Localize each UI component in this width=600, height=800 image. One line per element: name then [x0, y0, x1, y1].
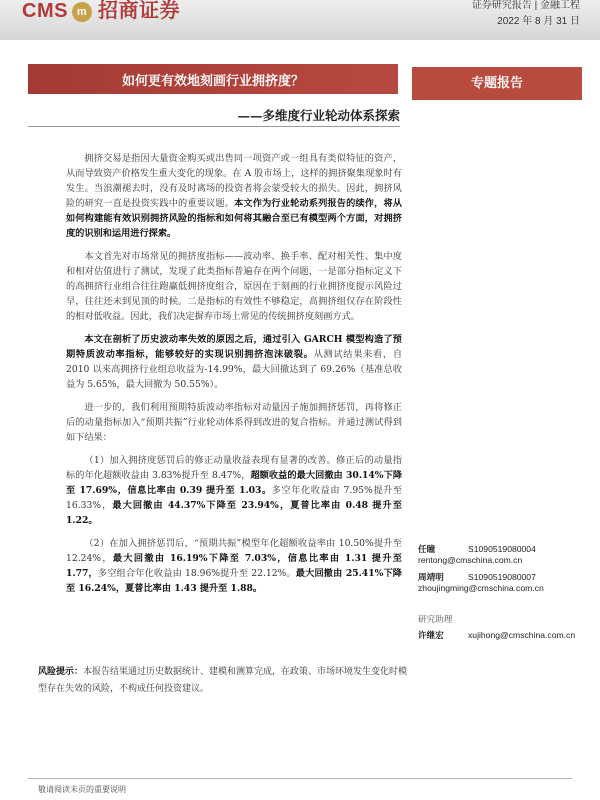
page-header — [0, 0, 600, 40]
footer-note: 敬请阅读末页的重要说明 — [38, 785, 126, 794]
author-1-email[interactable]: rentong@cmschina.com.cn — [418, 555, 523, 565]
report-date: 2022 年 8 月 31 日 — [497, 16, 580, 27]
paragraph-6-d: 最大回撤由 25.41%下降至 16.24%，夏普比率由 1.43 提升至 1.88。 — [66, 568, 402, 594]
paragraph-4: 进一步的，我们利用预期特质波动率指标对动量因子施加拥挤惩罚，再将修正后的动量指标加入“预期共振”行业轮动体系得到改进的复合指标。并通过测试得到如下结果： — [66, 402, 402, 443]
assistant-name: 许继宏 — [418, 630, 444, 640]
paragraph-3-text: 从测试结果来看，自 2010 以来高拥挤行业组总收益为-14.99%，最大回撤达到了 69.26%（基准总收益为 5.65%，最大回撤为 50.55%）。 — [66, 349, 403, 390]
paragraph-1-bold: 本文作为行业轮动系列报告的续作，将从如何构建能有效识别拥挤风险的指标和如何将其融合至已有模型两个方面，对拥挤度的识别和运用进行探索。 — [66, 198, 403, 239]
paragraph-6-b: 最大回撤由 16.19%下降至 7.03%，信息比率由 1.31 提升至 1.77， — [66, 553, 402, 579]
report-subtitle: ——多维度行业轮动体系探索 — [237, 108, 400, 123]
footer-divider — [28, 778, 572, 779]
paragraph-5-d: 最大回撤由 44.37%下降至 23.94%，夏普比率由 0.48 提升至 1.22。 — [66, 500, 402, 526]
paragraph-5-a: （1）加入拥挤度惩罚后的修正动量收益表现有显著的改善。修正后的动量指标的年化超额收益由 3.83%提升至 8.47%， — [66, 455, 402, 481]
paragraph-3 — [66, 332, 402, 392]
paragraph-5 — [66, 453, 402, 528]
author-2-email[interactable]: zhoujingming@cmschina.com.cn — [418, 583, 544, 593]
paragraph-5-b: 超额收益的最大回撤由 30.14%下降至 17.69%，信息比率由 0.39 提升至 1.03。 — [66, 470, 403, 496]
assistant-email[interactable]: xujihong@cmschina.com.cn — [468, 630, 576, 640]
risk-label: 风险提示： — [38, 667, 84, 677]
author-2-name: 周靖明 — [418, 572, 444, 582]
side-banner — [412, 67, 582, 100]
author-2-id: S1090519080007 — [468, 572, 536, 582]
author-2 — [418, 571, 588, 593]
paragraph-6 — [66, 536, 402, 596]
report-title: 如何更有效地刻画行业拥挤度？ — [121, 74, 304, 89]
risk-text: 本报告结果通过历史数据统计、建模和测算完成，在政策、市场环境发生变化时模型存在失效的风险，不构成任何投资建议。 — [38, 667, 408, 694]
paragraph-5-c: 多空年化收益由 7.95%提升至 16.33%， — [66, 485, 403, 511]
paragraph-1 — [66, 151, 402, 241]
assistant-label: 研究助理 — [418, 614, 453, 624]
logo-text: CMS — [22, 0, 68, 22]
report-type: 证券研究报告 | 金融工程 — [471, 0, 580, 11]
paragraph-2: 本文首先对市场常见的拥挤度指标——波动率、换手率、配对相关性、集中度和相对估值进行了测试，发现了此类指标普遍存在两个问题，一是部分指标定义下的高拥挤行业组合往往跑赢低拥挤度组合，原因在于刻画的行业拥挤度提示风险过早，往往还未到见顶的时候。二是指标的有效性不够稳定，高拥挤组仅存在阶段性的相对低收益。因此，我们决定摒弃市场上常见的传统拥挤度刻画方式。 — [66, 251, 402, 322]
paragraph-6-a: （2）在加入拥挤惩罚后，“预期共振”模型年化超额收益率由 10.50%提升至 12.24%， — [66, 538, 402, 564]
report-body — [66, 151, 402, 604]
paragraph-3-bold: 本文在剖析了历史波动率失效的原因之后，通过引入 GARCH 模型构造了预期特质波动率指标，能够较好的实现识别拥挤泡沫破裂。 — [66, 334, 402, 360]
title-divider — [28, 126, 400, 127]
risk-warning — [38, 664, 408, 698]
cms-logo — [22, 0, 180, 23]
report-category: 专题报告 — [470, 76, 523, 91]
author-1 — [418, 543, 588, 565]
author-1-name: 任瞳 — [418, 544, 436, 554]
title-banner — [28, 64, 398, 94]
research-assistant — [418, 613, 588, 641]
logo-badge-icon: m — [72, 2, 92, 22]
paragraph-6-c: 多空组合年化收益由 18.96%提升至 22.12%。 — [97, 568, 296, 579]
paragraph-1-text: 拥挤交易是指因大量资金购买或出售同一项资产或一组具有类似特征的资产，从而导致资产价格发生重大变化的现象。在 A 股市场上，这样的拥挤聚集现象时有发生。当浪潮褪去时，没有及时离场的投资者将会蒙受较大的损失。因此，拥挤风险的研究一直是投资实践中的重要议题。 — [66, 153, 402, 209]
author-1-id: S1090519080004 — [468, 544, 536, 554]
logo-cn: 招商证券 — [97, 0, 180, 22]
